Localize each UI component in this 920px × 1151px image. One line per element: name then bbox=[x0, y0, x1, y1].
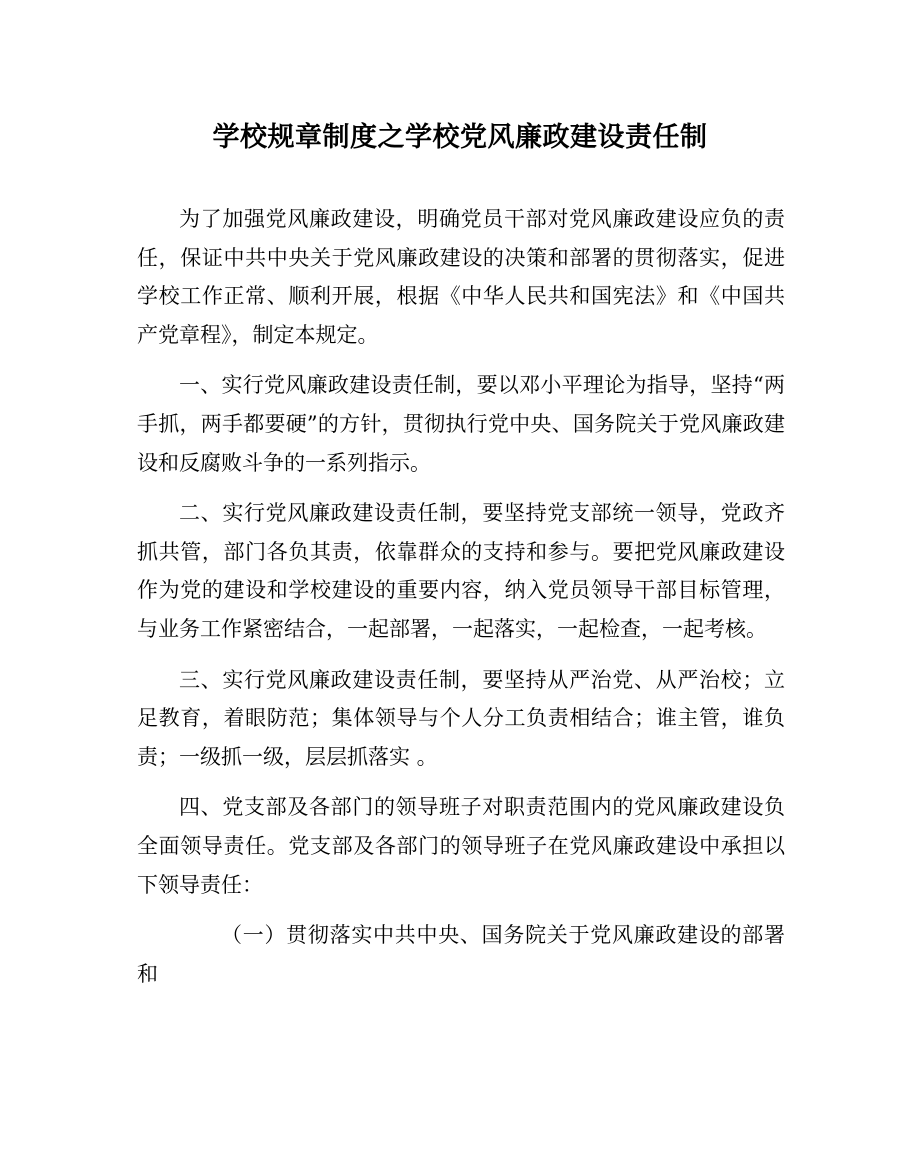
article-4-paragraph: 四、党支部及各部门的领导班子对职责范围内的党风廉政建设负全面领导责任。党支部及各部门的领导班子在党风廉政建设中承担以下领导责任： bbox=[137, 795, 785, 897]
intro-paragraph: 为了加强党风廉政建设，明确党员干部对党风廉政建设应负的责任，保证中共中央关于党风廉政建设的决策和部署的贯彻落实，促进学校工作正常、顺利开展，根据《中华人民共和国宪法》和《中国共产党章程》，制定本规定。 bbox=[137, 207, 785, 347]
article-4-item-1: （一）贯彻落实中共中央、国务院关于党风廉政建设的部署和 bbox=[137, 923, 785, 986]
document-title: 学校规章制度之学校党风廉政建设责任制 bbox=[212, 122, 708, 153]
article-2-paragraph: 二、实行党风廉政建设责任制，要坚持党支部统一领导，党政齐抓共管，部门各负其责，依靠群众的支持和参与。要把党风廉政建设作为党的建设和学校建设的重要内容，纳入党员领导干部目标管理，与业务工作紧密结合，一起部署，一起落实，一起检查，一起考核。 bbox=[137, 501, 785, 641]
document-body bbox=[137, 200, 785, 1005]
article-3-paragraph: 三、实行党风廉政建设责任制，要坚持从严治党、从严治校；立足教育，着眼防范；集体领导与个人分工负责相结合；谁主管，谁负责；一级抓一级，层层抓落实 。 bbox=[137, 667, 785, 769]
article-1-paragraph: 一、实行党风廉政建设责任制，要以邓小平理论为指导，坚持“两手抓，两手都要硬”的方针，贯彻执行党中央、国务院关于党风廉政建设和反腐败斗争的一系列指示。 bbox=[137, 373, 785, 475]
